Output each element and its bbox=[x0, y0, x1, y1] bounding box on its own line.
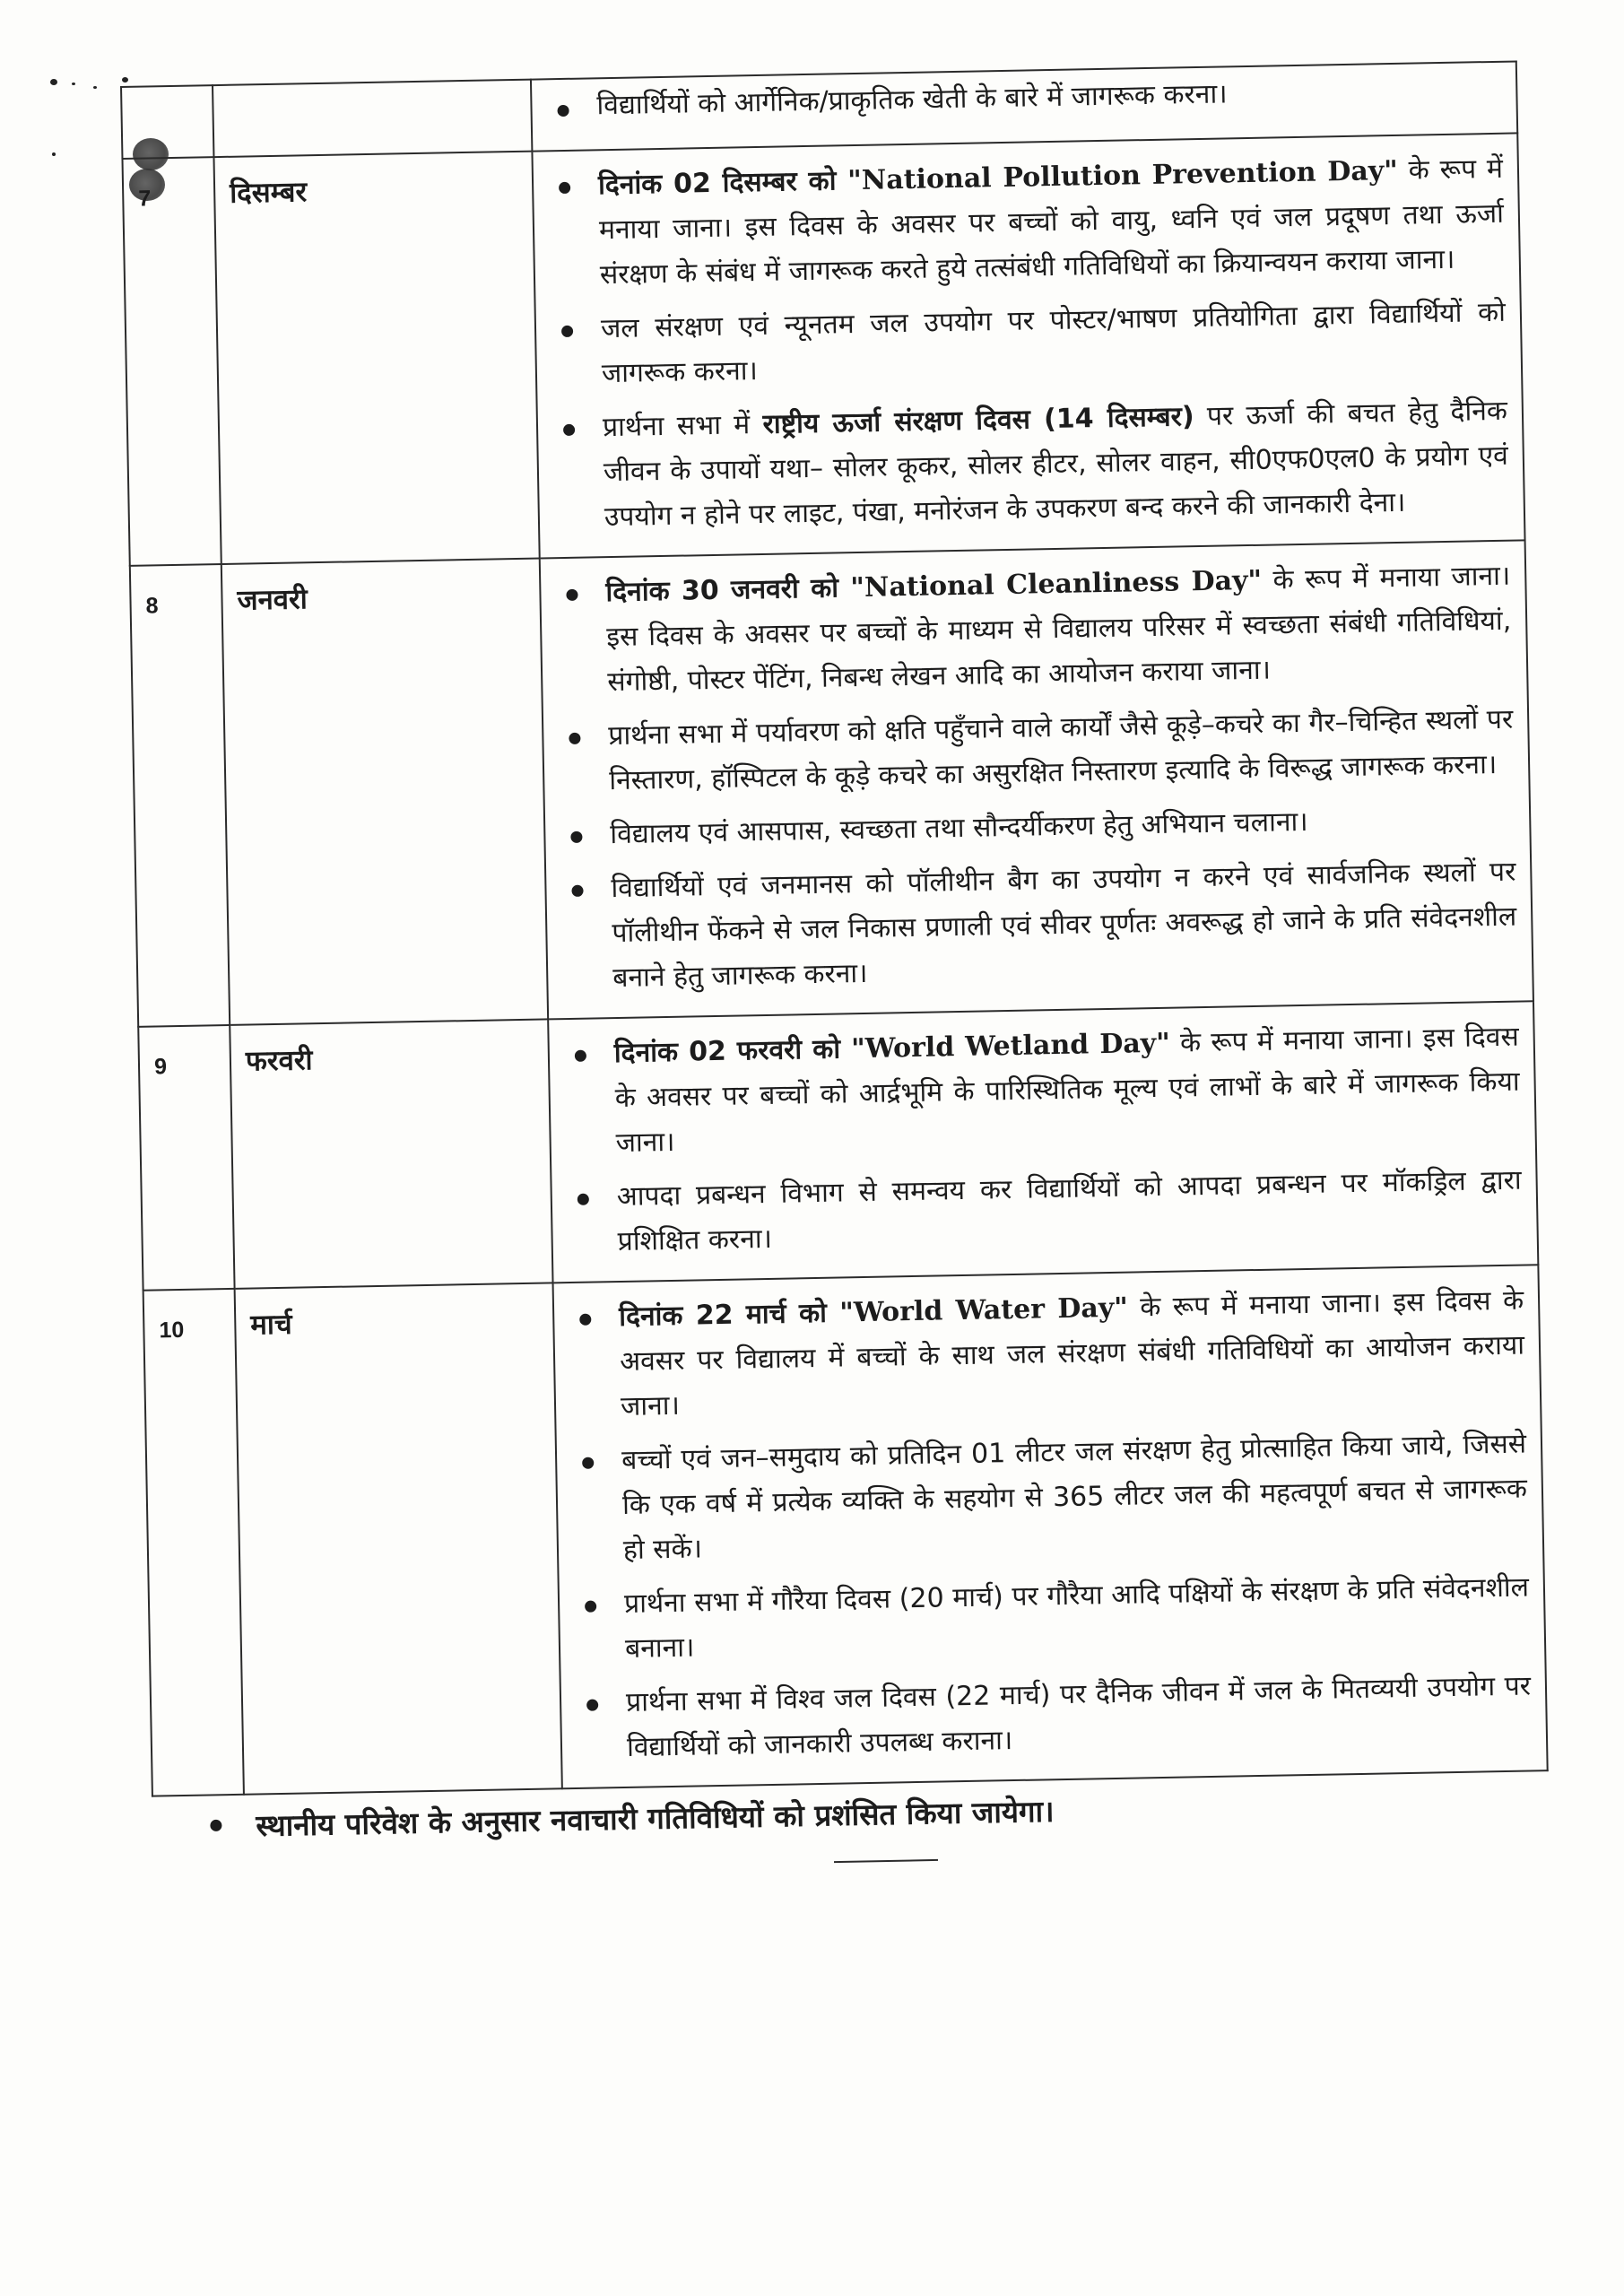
footnote-text: स्थानीय परिवेश के अनुसार नवाचारी गतिविधियों को प्रशंसित किया जायेगा। bbox=[256, 1793, 1055, 1844]
activity-list bbox=[576, 1279, 1533, 1771]
activity-text: विद्यार्थियों एवं जनमानस को पॉलीथीन बैग का उपयोग न करने एवं सार्वजनिक स्थलों पर पॉलीथीन फेंकने से जल निकास प्रणाली एवं सीवर पूर्णतः अवरूद्ध हो जाने के प्रति संवेदनशील बनाने हेतु जागरूक करना। bbox=[611, 856, 1517, 995]
serial-number-cell: 10 bbox=[143, 1289, 244, 1796]
bullet-icon bbox=[561, 326, 573, 337]
serial-number-cell bbox=[121, 85, 213, 159]
activity-item bbox=[562, 554, 1513, 706]
activity-item bbox=[581, 1565, 1531, 1672]
activity-text: विद्यालय एवं आसपास, स्वच्छता तथा सौन्दर्यीकरण हेतु अभियान चलाना। bbox=[610, 805, 1308, 851]
bullet-icon bbox=[557, 105, 569, 117]
activity-list bbox=[570, 1015, 1523, 1265]
activity-text: आपदा प्रबन्धन विभाग से समन्वय कर विद्यार्थियों को आपदा प्रबन्धन पर मॉकड्रिल द्वारा प्रशिक्षित करना। bbox=[616, 1164, 1522, 1258]
scan-speck bbox=[72, 83, 75, 85]
scan-speck bbox=[52, 152, 56, 156]
bullet-icon bbox=[575, 1050, 586, 1062]
activity-text: पर ऊर्जा की बचत हेतु दैनिक जीवन के उपायों यथा– सोलर कूकर, सोलर हीटर, सोलर वाहन, सी0एफ0एल0 के प्रयोग एवं उपयोग न होने पर लाइट, पंखा, मनोरंजन के उपकरण बन्द करने की जानकारी देना। bbox=[603, 395, 1509, 534]
scan-speck bbox=[122, 77, 128, 83]
serial-number-cell: 7 bbox=[122, 157, 221, 566]
bullet-icon bbox=[585, 1601, 596, 1613]
activity-text: विद्यार्थियों को आर्गेनिक/प्राकृतिक खेती के बारे में जागरूक करना। bbox=[596, 78, 1228, 122]
activity-text: के रूप में मनाया जाना। इस दिवस के अवसर पर बच्चों को आर्द्रभूमि के पारिस्थितिक मूल्य एवं लाभों के बारे में जागरूक किया जाना। bbox=[614, 1021, 1520, 1160]
table-row bbox=[143, 1265, 1548, 1796]
activity-item bbox=[583, 1664, 1533, 1770]
month-cell bbox=[213, 80, 532, 157]
scan-speck bbox=[50, 79, 57, 85]
serial-number-cell: 9 bbox=[138, 1025, 234, 1291]
end-rule bbox=[834, 1859, 938, 1863]
bullet-icon bbox=[570, 831, 582, 843]
activities-cell bbox=[553, 1265, 1548, 1788]
activity-lead-date: दिनांक 22 मार्च को bbox=[618, 1297, 840, 1334]
activity-lead-date: दिनांक 02 फरवरी को bbox=[613, 1033, 852, 1070]
activity-text: के रूप में मनाया जाना। इस दिवस के अवसर पर बच्चों को वायु, ध्वनि एवं जल प्रदूषण तथा ऊर्जा संरक्षण के संबंध में जागरूक करते हुये तत्संबंधी गतिविधियों का क्रियान्वयन कराया जाना। bbox=[598, 152, 1505, 291]
bullet-icon bbox=[563, 424, 575, 436]
activity-item bbox=[578, 1422, 1529, 1574]
activity-lead bbox=[619, 1292, 1128, 1333]
observance-day-name: "National Pollution Prevention Day" bbox=[847, 154, 1399, 197]
activity-text: प्रार्थना सभा में पर्यावरण को क्षति पहुँचाने वाले कार्यों जैसे कूड़े–कचरे का गैर–चिन्हित स्थलों पर निस्तारण, हॉस्पिटल के कूड़े कचरे का असुरक्षित निस्तारण इत्यादि के विरूद्ध जागरूक करना। bbox=[608, 703, 1514, 797]
activity-text: के रूप में मनाया जाना। इस दिवस के अवसर पर विद्यालय में बच्चों के साथ जल संरक्षण संबंधी गतिविधियों का आयोजन कराया जाना। bbox=[619, 1284, 1525, 1423]
observance-day-name: "World Wetland Day" bbox=[850, 1027, 1171, 1065]
activity-item bbox=[576, 1279, 1526, 1431]
activity-text: प्रार्थना सभा में गौरैया दिवस (20 मार्च) पर गौरैया आदि पक्षियों के संरक्षण के प्रति संवेदनशील बनाना। bbox=[623, 1571, 1530, 1665]
activity-text: प्रार्थना सभा में विश्व जल दिवस (22 मार्च) पर दैनिक जीवन में जल के मितव्ययी उपयोग पर विद्यार्थियों को जानकारी उपलब्ध कराना। bbox=[625, 1670, 1532, 1763]
month-cell: मार्च bbox=[235, 1283, 562, 1794]
table-row bbox=[130, 540, 1533, 1026]
activity-lead-date: दिनांक 02 दिसम्बर को bbox=[597, 165, 848, 202]
activity-item bbox=[558, 291, 1507, 397]
activity-table bbox=[120, 60, 1549, 1796]
activity-item bbox=[565, 698, 1515, 804]
bullet-icon bbox=[210, 1820, 221, 1831]
activity-item bbox=[568, 850, 1518, 1002]
activity-item bbox=[573, 1159, 1523, 1265]
bullet-icon bbox=[582, 1457, 594, 1469]
activity-text: बच्चों एवं जन–समुदाय को प्रतिदिन 01 लीटर जल संरक्षण हेतु प्रोत्साहित किया जाये, जिससे कि एक वर्ष में प्रत्येक व्यक्ति के सहयोग से 365 लीटर जल की महत्वपूर्ण बचत से जागरूक हो सकें। bbox=[621, 1428, 1528, 1566]
activity-list bbox=[553, 70, 1502, 126]
activity-list bbox=[562, 554, 1518, 1002]
activities-cell bbox=[532, 133, 1524, 558]
observance-day-name: "National Cleanliness Day" bbox=[850, 564, 1263, 604]
activity-lead bbox=[598, 155, 1398, 201]
bullet-icon bbox=[559, 182, 570, 194]
bullet-icon bbox=[571, 885, 583, 897]
bullet-icon bbox=[578, 1194, 589, 1205]
activity-lead bbox=[614, 1028, 1171, 1069]
activity-lead bbox=[605, 565, 1262, 608]
month-cell: जनवरी bbox=[221, 559, 548, 1025]
serial-number-cell: 8 bbox=[130, 564, 230, 1027]
activities-cell bbox=[540, 540, 1533, 1019]
activity-text: के रूप में मनाया जाना। इस दिवस के अवसर पर बच्चों के माध्यम से विद्यालय परिसर में स्वच्छता संबंधी गतिविधियां, संगोष्ठी, पोस्टर पेंटिंग, निबन्ध लेखन आदि का आयोजन कराया जाना। bbox=[606, 560, 1512, 699]
bullet-icon bbox=[579, 1314, 591, 1326]
observance-day-name: "World Water Day" bbox=[838, 1292, 1129, 1329]
table-body bbox=[121, 61, 1548, 1796]
activity-text-prefix: प्रार्थना सभा में bbox=[602, 408, 763, 444]
activity-lead-date: दिनांक 30 जनवरी को bbox=[605, 572, 851, 609]
activity-item bbox=[555, 147, 1506, 299]
activity-lead-date: राष्ट्रीय ऊर्जा संरक्षण दिवस (14 दिसम्बर) bbox=[762, 401, 1194, 440]
month-cell: दिसम्बर bbox=[213, 152, 539, 564]
activity-table-container bbox=[120, 60, 1547, 1796]
bullet-icon bbox=[569, 733, 580, 744]
bullet-icon bbox=[586, 1700, 598, 1711]
activity-item bbox=[567, 796, 1515, 858]
activity-text: जल संरक्षण एवं न्यूनतम जल उपयोग पर पोस्टर/भाषण प्रतियोगिता द्वारा विद्यार्थियों को जागरूक करना। bbox=[600, 296, 1507, 390]
bullet-icon bbox=[566, 589, 578, 601]
table-row bbox=[122, 133, 1524, 565]
activity-lead bbox=[762, 401, 1194, 440]
activity-item bbox=[560, 389, 1510, 541]
activity-item bbox=[570, 1015, 1521, 1167]
table-row bbox=[138, 1001, 1538, 1290]
month-cell: फरवरी bbox=[230, 1019, 552, 1288]
scan-speck bbox=[93, 86, 97, 89]
activities-cell bbox=[548, 1001, 1538, 1283]
activity-list bbox=[555, 147, 1510, 541]
activity-item bbox=[553, 70, 1502, 126]
